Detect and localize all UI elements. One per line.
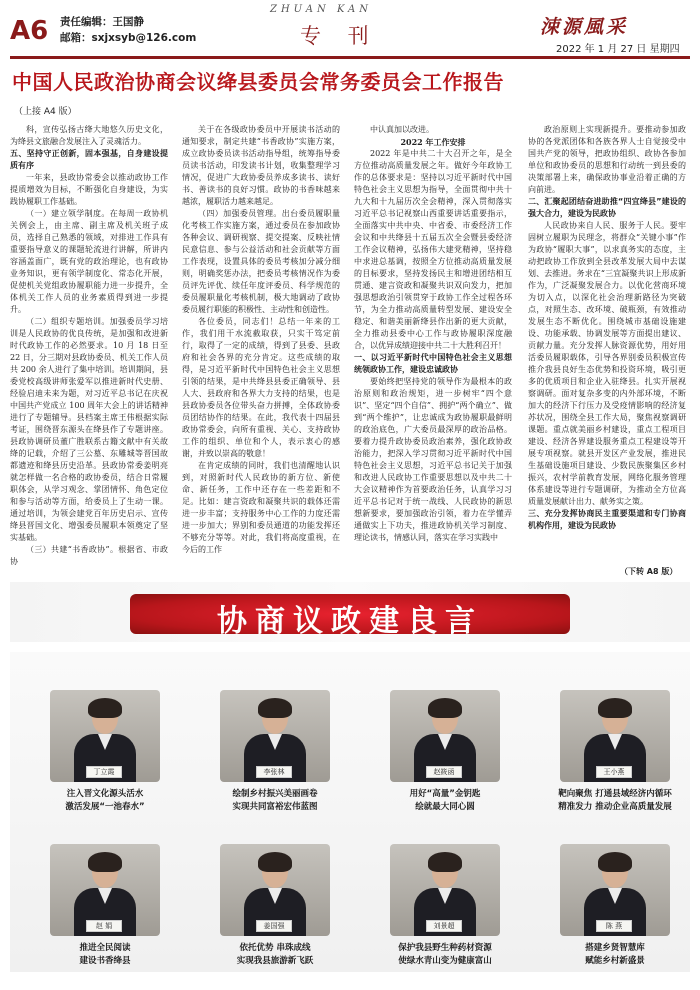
caption-line-2: 精准发力 推动企业高质量发展 — [558, 802, 672, 812]
member-card — [540, 690, 690, 836]
paragraph: 科，宣传弘扬古绛大地悠久历史文化，为绛县文旅融合发展注入了灵魂活力。 — [10, 125, 168, 146]
caption-line-2: 使绿水青山变为健康富山 — [398, 956, 492, 966]
member-card — [370, 844, 520, 990]
column-1 — [10, 124, 168, 568]
paragraph: 政治原则上实现新提升。要推动参加政协的各党派团体和各族各界人士自觉接受中国共产党的领导，把政协组织、政协各参加单位和政协委员的思想和行动统一到县委的决策部署上来，确保政协事业沿着正确的方向前进。 — [528, 125, 686, 194]
caption-line-2: 赋能乡村新盛景 — [585, 956, 645, 966]
hair-shape — [428, 698, 462, 718]
column-4 — [528, 124, 686, 568]
editor-email: 邮箱：sxjxsyb@126.com — [60, 32, 197, 44]
issue-date: 2022 年 1 月 27 日 星期四 — [556, 44, 680, 55]
hair-shape — [88, 698, 122, 718]
caption-line-1: 注入晋文化源头活水 — [66, 789, 144, 799]
hair-shape — [428, 852, 462, 872]
hair-shape — [88, 852, 122, 872]
member-caption — [200, 942, 350, 968]
caption-line-1: 推进全民阅读 — [79, 943, 131, 953]
member-caption — [370, 942, 520, 968]
paragraph: （四）加强委员管理。出台委员履职量化考核工作实施方案，通过委员在参加政协各种会议、调研视察、提交提案、反映社情民意信息、参与公益活动和社会贡献等方面工作表现，设置具体的委员考核加分减分细则，明确奖惩办法，把委员考核情况作为委员评先评优、续任年度评委员、科学规范的委员履职量化考核机制，极大地调动了政协委员履行职能的积极性、主动性和创造性。 — [182, 209, 340, 314]
caption-line-2: 建设书香绛县 — [79, 956, 131, 966]
column-3 — [354, 124, 512, 568]
continued-next: （下转 A8 版） — [620, 567, 678, 576]
hair-shape — [598, 698, 632, 718]
hair-shape — [258, 698, 292, 718]
nameplate: 赵 娟 — [86, 920, 122, 932]
feature-banner — [10, 582, 690, 976]
nameplate: 李张林 — [256, 766, 292, 778]
member-photo — [220, 844, 330, 936]
caption-line-1: 绘制乡村振兴美丽画卷 — [232, 789, 318, 799]
feature-title: 协商议政建良言 — [217, 604, 483, 639]
member-card — [30, 690, 180, 836]
member-caption — [200, 788, 350, 814]
page-number: A6 — [10, 16, 49, 46]
member-photo — [560, 690, 670, 782]
article-body — [10, 124, 690, 568]
column-2 — [182, 124, 340, 568]
caption-line-2: 实现共同富裕宏伟蓝图 — [232, 802, 318, 812]
paragraph: （一）建立领学制度。在每周一政协机关例会上，由主席、副主席及机关班子成员，选择自己熟悉的领域，对排进工作具有重要指导意义的课题轮流进行讲解，所讲内容涵盖面广，既有党的政治理论，也有政协业务知识，更有领学制度化、常态化开展，促使机关党组政协履职能力进一步提升，全体机关工作人员的业务素质得到进一步提升。 — [10, 209, 168, 314]
caption-line-1: 靶向聚焦 打通县域经济内循环 — [558, 789, 672, 799]
member-caption — [540, 942, 690, 968]
paragraph: 2022 年是中共二十大召开之年，是全方位推动高质量发展之年。做好今年政协工作的总体要求是：坚持以习近平新时代中国特色社会主义思想为指导，全面贯彻中共十九大和十九届历次全会精神，深入贯彻落实习近平总书记视察山西重要讲话重要指示，全面落实中共中央、中省委、市委经济工作会议和中共绛县十五届五次全会暨县委经济工作会议精神，弘扬伟大建党精神，坚持稳中求进总基调，按照全方位推动高质量发展的目标要求，坚持发扬民主和增进团结相互贯通、建言资政和凝聚共识双向发力，把加强思想政治引领贯穿于政协工作全过程各环节，为全力推动高质量转型发展、建设安全稳定、和谐美丽新绛县作出新的更大贡献，全力推动县委中心工作与政协履职深度融合，以优异成绩迎接中共二十大胜利召开！ — [354, 149, 512, 350]
page-header — [0, 0, 700, 56]
editor-info — [60, 14, 196, 46]
caption-line-1: 保护我县野生种药材资源 — [398, 943, 492, 953]
member-caption — [540, 788, 690, 814]
caption-line-2: 激活发展“一池春水” — [65, 802, 145, 812]
article-title: 中国人民政治协商会议绛县委员会常务委员会工作报告 — [12, 70, 504, 94]
paragraph: 在肯定成绩的同时，我们也清醒地认识到，对照新时代人民政协的新方位、新使命、新任务，工作中还存在一些差距和不足。比如：建言资政和凝聚共识的载体还需进一步丰富；支持服务中心工作的力度还需进一步加大；界别和委员通道的功能发挥还不够充分等等。对此，我们将高度重视，在今后的工作 — [182, 461, 340, 554]
nameplate: 陈 燕 — [596, 920, 632, 932]
member-card — [30, 844, 180, 990]
editor-name: 责任编辑：王国静 — [60, 16, 144, 28]
nameplate: 丁立霞 — [86, 766, 122, 778]
caption-line-2: 绘就最大同心圆 — [415, 802, 475, 812]
caption-line-1: 用好“高量”金钥匙 — [409, 789, 481, 799]
paragraph: 中认真加以改进。 — [370, 125, 434, 134]
section-heading: 二、汇聚起团结奋进助推“四宜绛县”建设的强大合力，建设为民政协 — [528, 197, 686, 218]
paragraph: （三）共建“书香政协”。根据省、市政协 — [10, 545, 168, 566]
nameplate: 刘景超 — [426, 920, 462, 932]
member-card — [370, 690, 520, 836]
member-caption — [30, 942, 180, 968]
caption-line-1: 搭建乡贤智慧库 — [585, 943, 645, 953]
subsection-title: 2022 年工作安排 — [400, 137, 466, 147]
brand-logo: 涑源風采 — [540, 16, 629, 38]
member-card — [200, 690, 350, 836]
header-rule — [10, 56, 690, 59]
member-photo — [560, 844, 670, 936]
nameplate: 姜国强 — [256, 920, 292, 932]
section-heading: 三、充分发挥协商民主重要渠道和专门协商机构作用，建设为民政协 — [528, 509, 686, 530]
hair-shape — [598, 852, 632, 872]
caption-line-2: 实现我县旅游新飞跃 — [236, 956, 314, 966]
member-photo — [50, 690, 160, 782]
continued-note: （上接 A4 版） — [14, 107, 77, 117]
section-heading: 五、坚持守正创新，固本强基，自身建设提质有序 — [10, 149, 168, 170]
section-heading: 一、以习近平新时代中国特色社会主义思想统领政协工作，建设忠诚政协 — [354, 353, 512, 374]
member-photo — [220, 690, 330, 782]
caption-line-1: 依托优势 串珠成线 — [239, 943, 311, 953]
paragraph: 关于在各级政协委员中开展读书活动的通知要求，制定共建“书香政协”实施方案，成立政协委员读书活动指导组，统筹指导委员读书活动，印发读书计划，收集整理学习情况，促进广大政协委员养成多读书、读好书、善读书的良好习惯。政协的书香味越来越浓，履职活力越来越足。 — [182, 125, 340, 206]
member-card — [540, 844, 690, 990]
paragraph: 人民政协来自人民、服务于人民。要牢固树立履职为民理念，将群众“关键小事”作为政协“履职大事”，以求真务实的态度，主动把政协工作放到全县改革发展大局中去谋划、去推进。务求在“三宜凝聚共识上形成新作为，广泛凝聚发展合力。以优化营商环境为切入点，以深化社会治理新路径为突破点，对照生态、改环境、破瓶颈，有效推动发展生态不断优化。围绕城市基础设施建设、功能承载、协调发展等方面提出建议、贡献力量。充分发挥人脉资源优势，用好用活委员履职载体，引导各界别委员积极宣传推介我县良好生态优势和投资环境，吸引更多的优质项目和企业入驻绛县。扎实开展视察调研。面对复杂多变的内外部环境，不断加大的经济下行压力及受疫情影响的经济复苏状况，围绕全县工作大局，聚焦视察调研课题。重点就美丽乡村建设，重点工程项目建设、经济各界建设服务重点工程建设等开展专项视察。就县开发区产业发展，推进民生基础设施项目建设、少数民族聚集区乡村振兴，农村学前教育发展，网络化服务管理体系建设等进行专题调研，为推动全方位高质量发展献计出力、献务实之策。 — [528, 221, 686, 506]
member-photo — [390, 690, 500, 782]
paragraph: 各位委员，同志们！总结一年来的工作，我们用干水流截取获，只实干笃定前行，取得了一定的成绩，得到了县委、县政府和社会各界的充分肯定。这些成绩的取得，是习近平新时代中国特色社会主义思想引领的结果，是中共绛县县委正确领导、县人大、县政府和各界大力支持的结果，也是县政协委员各位带头奋力拼搏，全体政协委员团结协作的结果。在此，我代表十四届县政协常委会，向所有重视、关心、支持政协工作的组织、单位和个人，表示衷心的感谢，并致以崇高的敬意！ — [182, 317, 340, 458]
paragraph: （二）组织专题培训。加强委员学习培训是人民政协的优良传统，是加强和改进新时代政协工作的必然要求。10 月 18 日至 22 日，分三期对县政协委员、机关工作人员共 200 余人进行了集中培训。培训期间，县委党校高级讲师张爱军以推进新时代史册、经验启迪未来为题，对习近平总书记在庆祝中国共产党成立 100 周年大会上的讲话精神进行了专题辅导。县档案主席王伟根据实际考证，围绕晋东源头在绛县作了专题讲座。县政协调研员董广胜联系古籍文献中有关故绛的记载，介绍了三公墓、东雕城等晋国故都遗迹和绛县历史沿革。县政协常委姜明亮就怎样做一名合格的政协委员，结合日常履职体会，从学习观念、掌团情怀、角色定位和参与活动等方面，给委员上了生动一课。通过培训，为领会建党百年历史启示、宣传绛县晋国文化、增强委员履职本领奠定了坚实基础。 — [10, 317, 168, 542]
section-cn: 专 刊 — [300, 24, 379, 48]
member-caption — [370, 788, 520, 814]
paragraph: 一年来，县政协常委会以推动政协工作提质增效为目标，不断强化自身建设，为实践协履职工作基础。 — [10, 173, 168, 206]
section-en: ZHUAN KAN — [270, 4, 372, 15]
nameplate: 王小燕 — [596, 766, 632, 778]
nameplate: 赵筱函 — [426, 766, 462, 778]
member-card — [200, 844, 350, 990]
member-photo — [50, 844, 160, 936]
paragraph: 要始终把坚持党的领导作为最根本的政治原则和政治规矩，进一步树牢“四个意识”、坚定“四个自信”、拥护“两个确立”、做到“两个维护”，让忠诚成为政协履职最鲜明的政治底色，广大委员最深厚的政治品格。要着力提升政协委员政治素养，强化政协政治能力，把深入学习贯彻习近平新时代中国特色社会主义思想，习近平总书记关于加强和改进人民政协工作重要思想以及中共二十大会议精神作为首要政治任务，认真学习习近平总书记对于统一战线、人民政协的新思想新要求，要加强政治引领，着力在学懂弄通做实上下功夫，推进政协机关学习制度、理论读书，情感认同，落实在学习实践中 — [354, 377, 512, 542]
member-photo — [390, 844, 500, 936]
hair-shape — [258, 852, 292, 872]
member-caption — [30, 788, 180, 814]
